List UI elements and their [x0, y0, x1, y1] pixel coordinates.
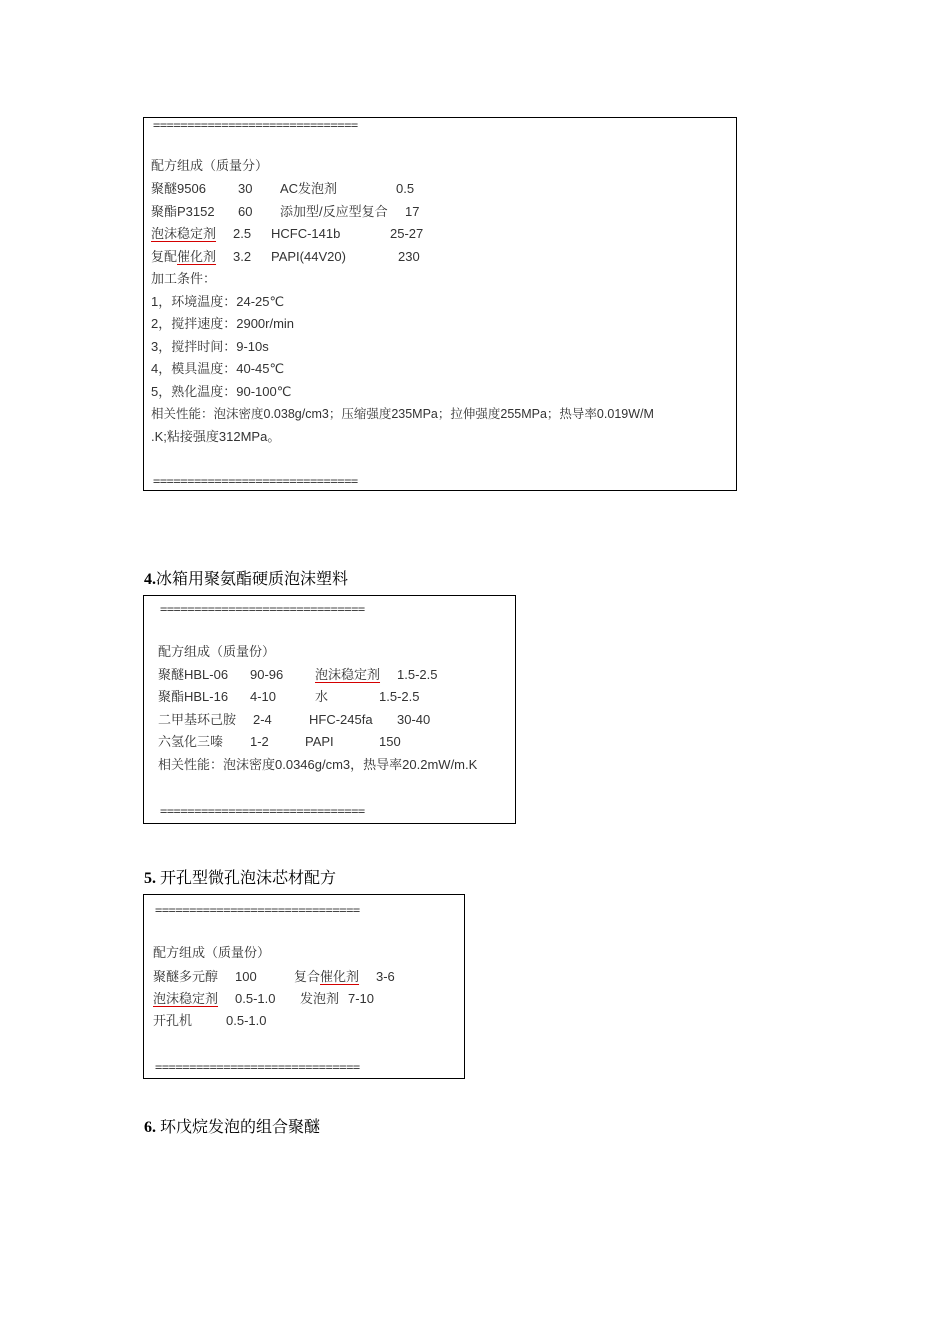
heading-4-text: 冰箱用聚氨酯硬质泡沫塑料 — [156, 571, 349, 588]
heading-6-number: 6. — [144, 1119, 156, 1136]
row-3-amount-2: 30-40 — [397, 712, 431, 727]
condition-4: 4，模具温度：40-45℃ — [151, 361, 285, 376]
row-4-name-underlined: 催化剂 — [177, 249, 217, 264]
condition-3: 3，搅拌时间：9-10s — [151, 339, 269, 354]
formulation-box-4 — [143, 595, 516, 824]
heading-5 — [144, 865, 336, 888]
row-3-name: 泡沫稳定剂 — [151, 226, 217, 241]
row-4-amount-2: 150 — [379, 734, 401, 749]
row-2-name: 泡沫稳定剂 — [153, 991, 219, 1006]
performance-line: 相关性能：泡沫密度0.0346g/cm3，热导率20.2mW/m.K — [158, 757, 478, 772]
row-1-name-2: 泡沫稳定剂 — [315, 667, 381, 682]
performance-line-1: 相关性能：泡沫密度0.038g/cm3；压缩强度235MPa；拉伸强度255MPa；热导率0.019W/M — [151, 407, 654, 421]
row-2-name: 聚酯HBL-16 — [158, 689, 229, 704]
condition-1: 1，环境温度：24-25℃ — [151, 294, 285, 309]
row-1-amount: 30 — [238, 181, 253, 196]
row-1-amount-2: 1.5-2.5 — [397, 667, 438, 682]
heading-6 — [144, 1114, 320, 1137]
performance-line-2: .K;粘接强度312MPa。 — [151, 429, 281, 444]
separator-top: ============================== — [153, 118, 358, 132]
composition-title: 配方组成（质量分） — [151, 158, 269, 173]
row-4-amount: 3.2 — [233, 249, 252, 264]
formulation-box-5 — [143, 894, 465, 1079]
row-3-name-2: HCFC-141b — [271, 226, 341, 241]
row-1-name-2: AC发泡剂 — [280, 181, 338, 196]
heading-5-number: 5. — [144, 870, 156, 887]
condition-5: 5，熟化温度：90-100℃ — [151, 384, 292, 399]
composition-title: 配方组成（质量份） — [153, 945, 271, 960]
row-3-amount: 0.5-1.0 — [226, 1013, 267, 1028]
row-3-amount-2: 25-27 — [390, 226, 424, 241]
row-4-name: 六氢化三嗪 — [158, 734, 224, 749]
row-1-amount: 90-96 — [250, 667, 284, 682]
row-3-amount: 2.5 — [233, 226, 252, 241]
separator-bottom: ============================== — [153, 474, 358, 488]
separator-top: ============================== — [155, 903, 360, 917]
row-3-name-2: HFC-245fa — [309, 712, 373, 727]
heading-5-text: 开孔型微孔泡沫芯材配方 — [156, 870, 337, 887]
row-1-amount: 100 — [235, 969, 257, 984]
row-4-name-2: PAPI(44V20) — [271, 249, 346, 264]
row-2-amount: 4-10 — [250, 689, 277, 704]
heading-4-number: 4. — [144, 571, 156, 588]
row-2-amount-2: 1.5-2.5 — [379, 689, 420, 704]
row-2-name-2: 水 — [315, 689, 329, 704]
row-2-name-2: 添加型/反应型复合 — [280, 204, 388, 219]
separator-bottom: ============================== — [160, 804, 365, 818]
row-4-name-prefix: 复配 — [151, 249, 178, 264]
row-1-name: 聚醚多元醇 — [153, 969, 219, 984]
heading-6-text: 环戊烷发泡的组合聚醚 — [156, 1119, 321, 1136]
row-1-amount-2: 3-6 — [376, 969, 395, 984]
row-1-amount-2: 0.5 — [396, 181, 415, 196]
row-3-name: 二甲基环己胺 — [158, 712, 237, 727]
row-2-amount: 0.5-1.0 — [235, 991, 276, 1006]
row-3-amount: 2-4 — [253, 712, 272, 727]
row-1-name-2-prefix: 复合 — [294, 969, 321, 984]
row-1-name-2 — [294, 969, 359, 985]
row-2-name-2: 发泡剂 — [300, 991, 340, 1006]
row-4-amount: 1-2 — [250, 734, 269, 749]
row-4-name-2: PAPI — [305, 734, 334, 749]
row-2-name: 聚酯P3152 — [151, 204, 215, 219]
row-4-amount-2: 230 — [398, 249, 420, 264]
row-2-amount-2: 17 — [405, 204, 420, 219]
row-1-name-2-underlined: 催化剂 — [320, 969, 360, 984]
separator-top: ============================== — [160, 602, 365, 616]
condition-2: 2，搅拌速度：2900r/min — [151, 316, 295, 331]
heading-4 — [144, 566, 348, 589]
row-3-name: 开孔机 — [153, 1013, 193, 1028]
row-2-amount: 60 — [238, 204, 253, 219]
row-1-name: 聚醚9506 — [151, 181, 206, 196]
composition-title: 配方组成（质量份） — [158, 644, 276, 659]
row-4-name — [151, 249, 216, 265]
row-2-amount-2: 7-10 — [348, 991, 375, 1006]
row-1-name: 聚醚HBL-06 — [158, 667, 229, 682]
conditions-title: 加工条件： — [151, 271, 217, 286]
separator-bottom: ============================== — [155, 1060, 360, 1074]
formulation-box-3 — [143, 117, 737, 491]
